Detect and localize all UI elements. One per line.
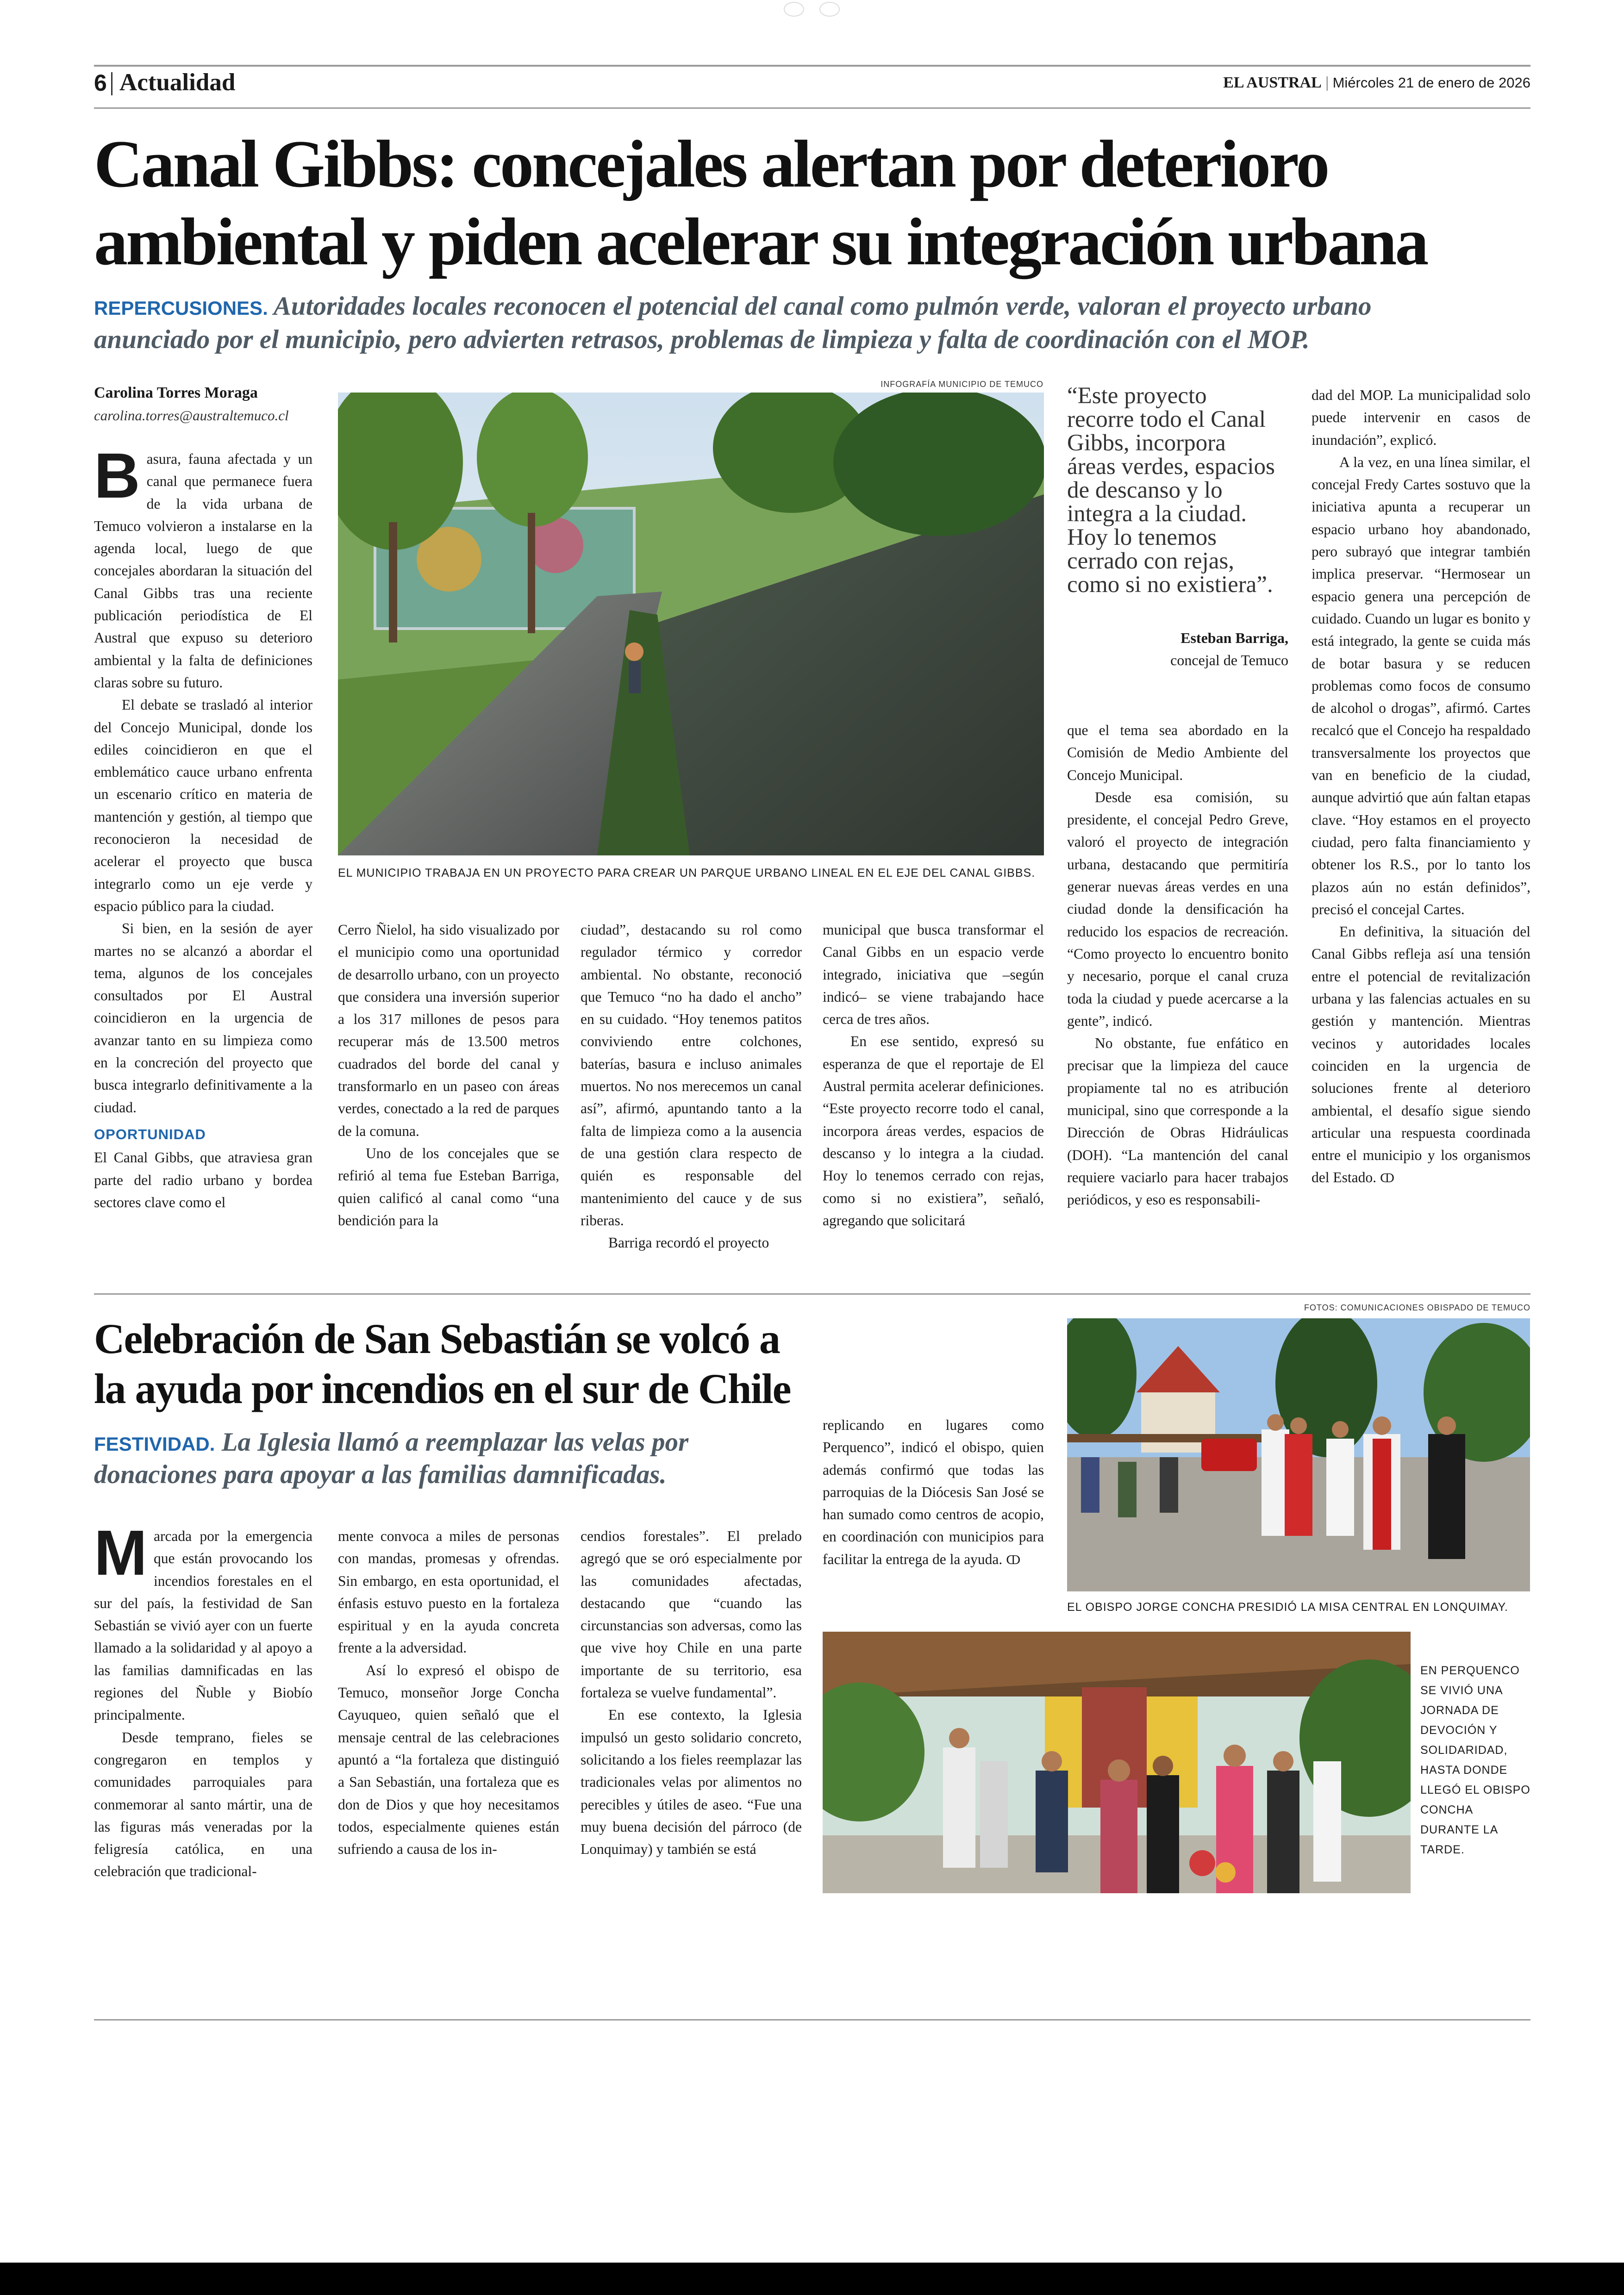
article2-headline-line2: la ayuda por incendios en el sur de Chile: [94, 1365, 791, 1412]
article1-column-6: [1312, 384, 1530, 1275]
article1-paragraph: [1312, 921, 1530, 1190]
article1-paragraph: No obstante, fue enfático en precisar que la limpieza del cauce propiamente tal no es atribución municipal, sino que corresponde a la Dirección de Obras Hidráulicas (DOH). “La mantención del canal requiere vaciarlo para hacer trabajos periódicos, y eso es responsabili-: [1067, 1035, 1288, 1208]
article1-column-4: [823, 919, 1044, 1275]
author-name: Carolina Torres Moraga: [94, 384, 258, 401]
article1-column-1: [94, 448, 312, 1274]
article1-image-caption: EL MUNICIPIO TRABAJA EN UN PROYECTO PARA CREAR UN PARQUE URBANO LINEAL EN EL EJE DEL CANAL GIBBS.: [338, 867, 1036, 879]
article1-paragraph: El Canal Gibbs, que atraviesa gran parte del radio urbano y bordea sectores clave como el: [94, 1149, 312, 1210]
article2-deck-text1: La Iglesia llamó a reemplazar las velas por: [221, 1428, 689, 1457]
bottom-black-bar: [0, 2263, 1624, 2295]
article1-headline: [94, 125, 1427, 281]
quote-author: Esteban Barriga,: [1181, 630, 1288, 646]
end-mark-icon: ↀ: [1006, 1553, 1021, 1567]
drop-cap: M: [94, 1525, 147, 1589]
masthead-separator: |: [1325, 74, 1333, 91]
article2-paragraph: mente convoca a miles de personas con mandas, promesas y ofrendas. Sin embargo, en esta oportunidad, el énfasis estuvo puesto en la fortaleza espiritual y en la ayuda concreta frente a la adversidad.: [338, 1528, 559, 1656]
article1-text: asura, fauna afectada y un canal que permanece fuera de la vida urbana de Temuco volvieron a instalarse en la agenda local, luego de que concejales abordaran la situación del Canal Gibbs tras una reciente publicación periodística de El Austral que expuso su deterioro ambiental y la falta de definiciones claras sobre su futuro.: [94, 451, 312, 691]
masthead-block: [1223, 74, 1530, 92]
article1-subhead: OPORTUNIDAD: [94, 1126, 206, 1142]
page-number: 6: [94, 70, 107, 96]
perquenco-devotion-photo: [823, 1632, 1411, 1893]
bishop-procession-photo: [1067, 1318, 1530, 1591]
article1-deck-line2: anunciado por el municipio, pero advierten retrasos, problemas de limpieza y falta de coordinación con el MOP.: [94, 325, 1310, 354]
article2-paragraph: [823, 1414, 1044, 1572]
section-name: Actualidad: [119, 69, 236, 96]
pull-quote: “Este proyecto recorre todo el Canal Gibbs, incorpora áreas verdes, espacios de descanso y lo integra a la ciudad. Hoy lo tenemos cerrado con rejas, como si no existiera”.: [1067, 383, 1275, 598]
article2-headline: [94, 1314, 790, 1414]
article1-paragraph: dad del MOP. La municipalidad solo puede intervenir en casos de inundación”, explicó.: [1312, 387, 1530, 448]
article2-headline-line1: Celebración de San Sebastián se volcó a: [94, 1315, 780, 1362]
issue-date: Miércoles 21 de enero de 2026: [1332, 75, 1530, 91]
article2-column-1: [94, 1525, 312, 1909]
article1-kicker: REPERCUSIONES.: [94, 297, 268, 319]
drop-cap: B: [94, 448, 140, 511]
quote-author-role: concejal de Temuco: [1170, 652, 1288, 668]
article1-headline-line2: ambiental y piden acelerar su integración urbana: [94, 204, 1427, 279]
article1-paragraph: El debate se trasladó al interior del Concejo Municipal, donde los ediles coincidieron en que el emblemático cauce urbano enfrenta un escenario crítico en materia de mantención y gestión, al tiempo que reconocieron la necesidad de acelerar el proyecto que busca integrarlo como un eje verde y espacio público para la ciudad.: [94, 697, 312, 914]
article1-headline-line1: Canal Gibbs: concejales alertan por deterioro: [94, 126, 1328, 201]
article1-paragraph: que el tema sea abordado en la Comisión de Medio Ambiente del Concejo Municipal.: [1067, 722, 1288, 783]
article1-column-3: [581, 919, 802, 1275]
article2-paragraph: Así lo expresó el obispo de Temuco, monseñor Jorge Concha Cayuqueo, quien señaló que el mensaje central de las celebraciones apuntó a “la fortaleza que distinguió a San Sebastián, una fortaleza que es don de Dios y que hoy necesitamos todos, especialmente quienes están sufriendo a causa de los in-: [338, 1662, 559, 1858]
article1-paragraph: municipal que busca transformar el Canal Gibbs en un espacio verde integrado, iniciativa que –según indicó– se viene trabajando hace cerca de tres años.: [823, 922, 1044, 1028]
article1-paragraph: Cerro Ñielol, ha sido visualizado por el municipio como una oportunidad de desarrollo urbano, con un proyecto que considera una inversión superior a los 317 millones de pesos para recuperar más de 13.500 metros cuadrados del borde del canal y transformarlo en un paseo con áreas verdes, conectado a la red de parques de la comuna.: [338, 922, 559, 1139]
author-email: carolina.torres@australtemuco.cl: [94, 407, 289, 424]
article1-deck-line1: [94, 291, 1538, 324]
article2-photo2-caption: EN PERQUENCO SE VIVIÓ UNA JORNADA DE DEVOCIÓN Y SOLIDARIDAD, HASTA DONDE LLEGÓ EL OBISPO CONCHA DURANTE LA TARDE.: [1420, 1664, 1530, 1856]
article2-deck-line2: donaciones para apoyar a las familias damnificadas.: [94, 1460, 667, 1489]
article-separator: [94, 1293, 1530, 1295]
header-bottom-rule: [94, 107, 1530, 109]
article2-column-2: [338, 1525, 559, 1909]
article2-kicker: FESTIVIDAD.: [94, 1433, 215, 1455]
article1-paragraph: En ese sentido, expresó su esperanza de que el reportaje de El Austral permita acelerar definiciones. “Este proyecto recorre todo el canal, incorpora áreas verdes, espacios de descanso y lo integra a la ciudad. Hoy lo tenemos cerrado con rejas, como si no existiera”, señaló, agregando que solicitará: [823, 1033, 1044, 1229]
article1-deck-text1: Autoridades locales reconocen el potencial del canal como pulmón verde, valoran el proyecto urbano: [273, 292, 1372, 321]
article1-paragraph: A la vez, en una línea similar, el concejal Fredy Cartes sostuvo que la iniciativa apunta a recuperar un espacio urbano hoy abandonado, pero subrayó que integrar también implica preservar. “Hermosear un espacio genera una percepción de cuidado. Cuando un lugar es bonito y está integrado, la gente se cuida más de botar basura y se reducen problemas como focos de consumo de alcohol o drogas”, afirmó. Cartes recalcó que el Concejo ha respaldado transversalmente los proyectos que van en beneficio de la ciudad, aunque advirtió que aún faltan etapas clave. “Hoy estamos en el proyecto ciudad, pero falta financiamiento y obtener los R.S., por lo tanto los plazos aún no están definidos”, precisó el concejal Cartes.: [1312, 454, 1530, 917]
article2-deck-line1: [94, 1427, 807, 1459]
article1-deck: [94, 291, 1538, 355]
page-indicator-dot: [819, 2, 840, 17]
article1-column-2: [338, 919, 559, 1275]
article2-paragraph: Desde temprano, fieles se congregaron en templos y comunidades parroquiales para conmemorar al santo mártir, una de las figuras más veneradas por la feligresía católica, en una celebración que tradicional-: [94, 1729, 312, 1880]
article1-paragraph: Si bien, en la sesión de ayer martes no se alcanzó a abordar el tema, algunos de los concejales consultados por El Austral coincidieron en la urgencia de avanzar tanto en su limpieza como en la concreción del proyecto que busca integrarlo definitivamente a la ciudad.: [94, 920, 312, 1116]
article1-column-5: [1067, 719, 1288, 1275]
article1-paragraph: Desde esa comisión, su presidente, el concejal Pedro Greve, valoró el proyecto de integración urbana, destacando que permitiría generar nuevas áreas verdes en una ciudad donde la densificación ha reducido los espacios de recreación. “Como proyecto lo encuentro bonito y necesario, porque el canal cruza toda la ciudad y puede acercarse a la gente”, indicó.: [1067, 789, 1288, 1029]
article2-column-4: [823, 1414, 1044, 1618]
article2-photo-credit: FOTOS: COMUNICACIONES OBISPADO DE TEMUCO: [1304, 1303, 1530, 1312]
article2-deck: [94, 1427, 807, 1490]
article2-paragraph: cendios forestales”. El prelado agregó que se oró especialmente por las comunidades afectadas, destacando que “cuando las circunstancias son adversas, como las que vive hoy Chile en una parte importante de su territorio, esa fortaleza se vuelve fundamental”.: [581, 1528, 802, 1701]
article1-paragraph: Barriga recordó el proyecto: [608, 1235, 769, 1251]
article1-paragraph: Uno de los concejales que se refirió al tema fue Esteban Barriga, quien calificó al canal como “una bendición para la: [338, 1145, 559, 1229]
header-top-rule: [94, 65, 1530, 67]
article2-paragraph: En ese contexto, la Iglesia impulsó un gesto solidario concreto, solicitando a los fieles reemplazar las tradicionales velas por alimentos no perecibles y útiles de aseo. “Fue una muy buena decisión del párroco (de Lonquimay) y también se está: [581, 1707, 802, 1858]
article1-image-credit: INFOGRAFÍA MUNICIPIO DE TEMUCO: [881, 380, 1043, 389]
page-indicator-dot: [784, 2, 804, 17]
page-bottom-rule: [94, 2019, 1530, 2021]
article2-paragraph: [94, 1525, 312, 1727]
article2-photo1-caption: EL OBISPO JORGE CONCHA PRESIDIÓ LA MISA CENTRAL EN LONQUIMAY.: [1067, 1601, 1508, 1614]
article1-text: En definitiva, la situación del Canal Gibbs refleja así una tensión entre el potencial de revitalización urbana y las falencias actuales en su gestión y mantención. Mientras vecinos y autoridades locales coinciden en la urgencia de soluciones frente al deterioro ambiental, el desafío sigue siendo articular una respuesta coordinada entre el municipio y los organismos del Estado.: [1312, 923, 1530, 1186]
newspaper-name: EL AUSTRAL: [1223, 74, 1322, 91]
article2-text: arcada por la emergencia que están provocando los incendios forestales en el sur del país, la festividad de San Sebastián se vivió ayer con un fuerte llamado a la solidaridad y al apoyo a las familias damnificadas en las regiones del Ñuble y Biobío principalmente.: [94, 1528, 312, 1723]
header-divider: [111, 72, 112, 95]
article2-column-3: [581, 1525, 802, 1909]
end-mark-icon: ↀ: [1380, 1172, 1395, 1185]
article1-paragraph: [94, 448, 312, 694]
canal-park-rendering-image: [338, 393, 1044, 855]
article1-paragraph: ciudad”, destacando su rol como regulador térmico y corredor ambiental. No obstante, reconoció que Temuco “no ha dado el ancho” en su cuidado. “Hoy tenemos patitos conviviendo entre colchones, baterías, basura e incluso animales muertos. No nos merecemos un canal así”, afirmó, apuntando tanto a la falta de limpieza como a la ausencia de una gestión clara respecto de quién es responsable del mantenimiento del cauce y de sus riberas.: [581, 922, 802, 1229]
article2-text: replicando en lugares como Perquenco”, indicó el obispo, quien además confirmó que todas las parroquias de la Diócesis San José se han sumado como centros de acopio, en coordinación con municipios para facilitar la entrega de la ayuda.: [823, 1417, 1044, 1567]
